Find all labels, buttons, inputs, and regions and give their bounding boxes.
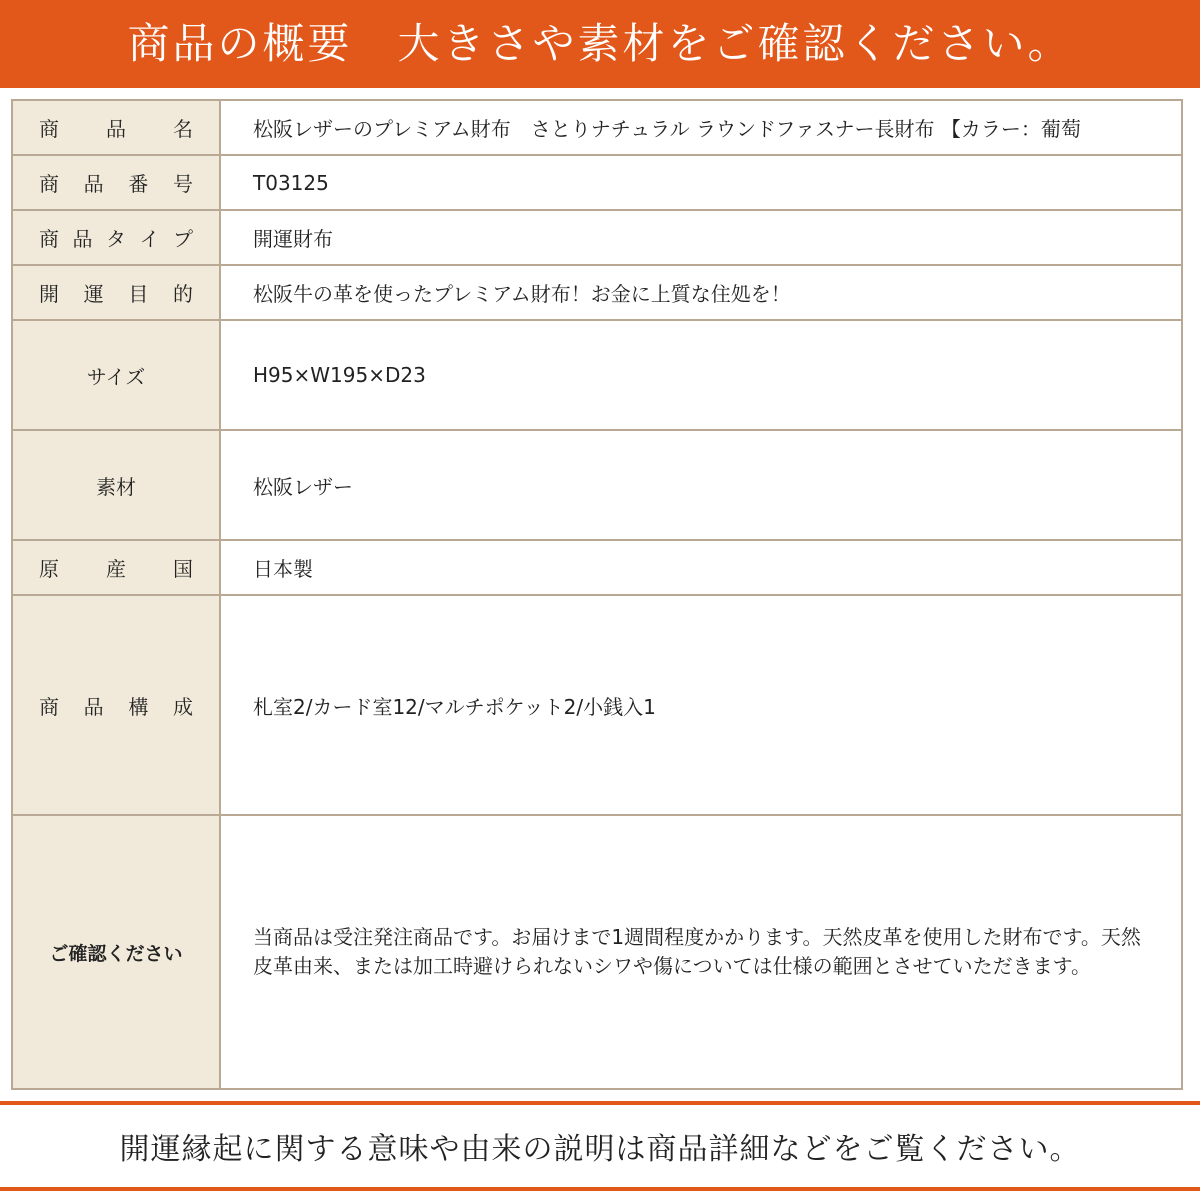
spec-label-notice: ご確認ください — [12, 815, 220, 1089]
label-char: 番 — [128, 172, 149, 196]
spec-row-product-type — [12, 210, 1182, 265]
label-char: 目 — [128, 282, 149, 306]
label-char: 品 — [72, 227, 93, 251]
spec-value-purpose: 松阪牛の革を使ったプレミアム財布！お金に上質な住処を！ — [220, 265, 1182, 320]
spec-label-product-number — [12, 155, 220, 210]
spec-row-composition — [12, 595, 1182, 815]
spec-label-material: 素材 — [12, 430, 220, 540]
spec-label-origin — [12, 540, 220, 595]
spec-label-product-name — [12, 100, 220, 155]
spec-row-notice — [12, 815, 1182, 1089]
spec-row-product-name — [12, 100, 1182, 155]
label-char: 商 — [39, 117, 59, 141]
spec-value-notice: 当商品は受注発注商品です。お届けまで1週間程度かかります。天然皮革を使用した財布です。天然皮革由来、または加工時避けられないシワや傷については仕様の範囲とさせていただきます。 — [220, 815, 1182, 1089]
spec-value-material: 松阪レザー — [220, 430, 1182, 540]
spec-row-product-number — [12, 155, 1182, 210]
label-char: 名 — [173, 117, 193, 141]
label-char: 的 — [172, 282, 193, 306]
spec-value-composition: 札室2/カード室12/マルチポケット2/小銭入1 — [220, 595, 1182, 815]
spec-row-material — [12, 430, 1182, 540]
label-char: イ — [139, 227, 160, 251]
label-char: プ — [173, 227, 193, 251]
label-char: 成 — [172, 694, 193, 719]
spec-value-product-number: T03125 — [220, 155, 1182, 210]
spec-row-purpose — [12, 265, 1182, 320]
spec-row-origin — [12, 540, 1182, 595]
label-char: 品 — [106, 117, 126, 141]
label-char: 産 — [106, 557, 126, 581]
spec-row-size — [12, 320, 1182, 430]
spec-value-product-type: 開運財布 — [220, 210, 1182, 265]
label-char: 構 — [128, 694, 149, 719]
footer-divider-bottom — [0, 1187, 1200, 1191]
footer-note: 開運縁起に関する意味や由来の説明は商品詳細などをご覧ください。 — [119, 1132, 1081, 1167]
label-char: 商 — [39, 172, 59, 196]
spec-label-composition — [12, 595, 220, 815]
spec-value-origin: 日本製 — [220, 540, 1182, 595]
label-char: 商 — [39, 227, 59, 251]
spec-value-size: H95×W195×D23 — [220, 320, 1182, 430]
spec-label-purpose — [12, 265, 220, 320]
label-char: 運 — [83, 282, 104, 306]
label-char: 国 — [173, 557, 193, 581]
product-spec-table — [11, 99, 1183, 1090]
label-char: 原 — [39, 557, 59, 581]
label-char: タ — [106, 227, 126, 251]
spec-label-size: サイズ — [12, 320, 220, 430]
spec-value-product-name: 松阪レザーのプレミアム財布 さとりナチュラル ラウンドファスナー長財布 【カラー：葡萄 — [220, 100, 1182, 155]
label-char: 品 — [83, 694, 104, 719]
label-char: 号 — [172, 172, 193, 196]
label-char: 開 — [39, 282, 59, 306]
spec-label-product-type — [12, 210, 220, 265]
label-char: 商 — [39, 694, 59, 719]
header-banner — [0, 0, 1200, 88]
label-char: 品 — [83, 172, 104, 196]
page-title: 商品の概要 大きさや素材をご確認ください。 — [127, 19, 1073, 68]
